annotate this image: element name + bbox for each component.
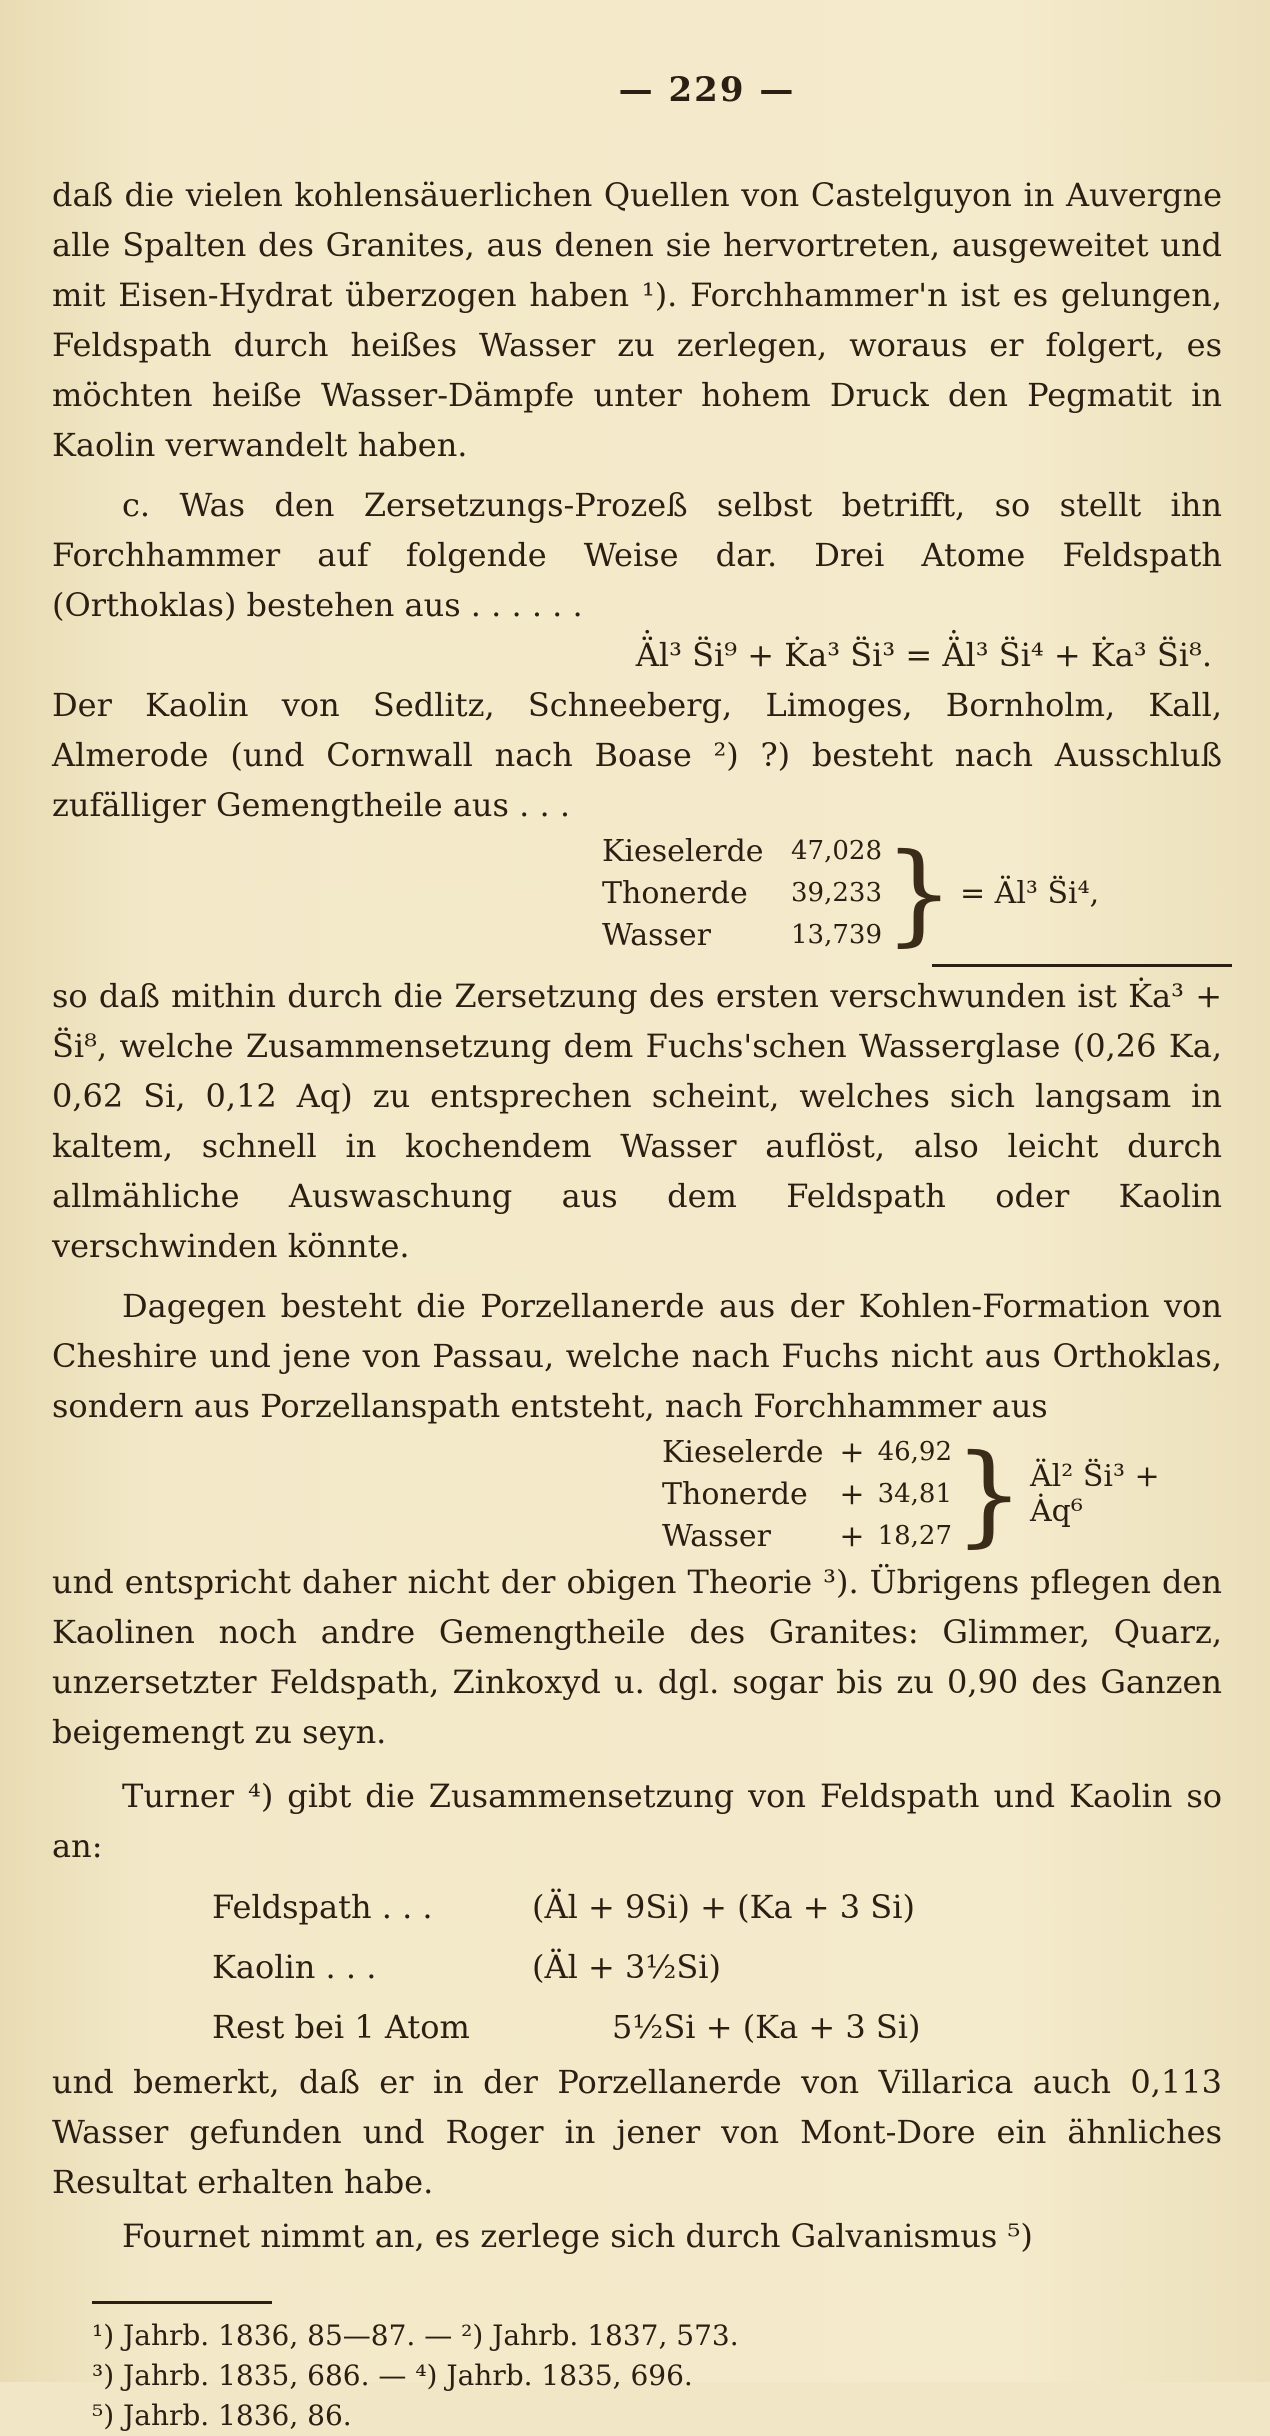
paragraph-2b: Der Kaolin von Sedlitz, Schneeberg, Limoges, Bornholm, Kall, Almerode (und Cornwall nach Boase ²) ?) besteht nach Ausschluß zufälliger Gemengtheile aus . . .: [52, 686, 1222, 824]
paragraph-8: Fournet nimmt an, es zerlege sich durch Galvanismus ⁵): [122, 2217, 1033, 2255]
component-value: 47,028: [791, 836, 882, 866]
component-value: 13,739: [791, 920, 882, 950]
paragraph-1: daß die vielen kohlensäuerlichen Quellen von Castelguyon in Auvergne alle Spalten des Granites, aus denen sie hervortreten, ausgeweitet und mit Eisen-Hydrat überzogen haben ¹). Forchhammer'n ist es gelungen, Feldspath durch heißes Wasser zu zerlegen, woraus er folgert, es möchten heiße Wasser-Dämpfe unter hohem Druck den Pegmatit in Kaolin verwandelt haben.: [52, 176, 1222, 464]
footnotes: [52, 2316, 1222, 2436]
component-value: 39,233: [791, 878, 882, 908]
footnote-line: ³) Jahrb. 1835, 686. — ⁴) Jahrb. 1835, 696.: [92, 2359, 693, 2392]
turner-row: [52, 1937, 1222, 1997]
component-name: Thonerde: [662, 1476, 808, 1512]
turner-formulas: [52, 1877, 1222, 2057]
turner-row: [52, 1997, 1222, 2057]
component-value: 18,27: [877, 1521, 952, 1551]
paragraph-4: Dagegen besteht die Porzellanerde aus der Kohlen-Formation von Cheshire und jene von Passau, welche nach Fuchs nicht aus Orthoklas, sondern aus Porzellanspath entsteht, nach Forchhammer aus: [52, 1287, 1222, 1425]
component-name: Thonerde: [602, 875, 748, 911]
component-name: Wasser: [662, 1518, 771, 1554]
turner-row: [52, 1877, 1222, 1937]
turner-label: Kaolin . . .: [212, 1948, 377, 1986]
composition-formula-2: Äl² S̈i³ + Ȧq⁶: [1030, 1459, 1160, 1529]
component-name: Wasser: [602, 917, 711, 953]
turner-formula: (Äl + 9Si) + (Ka + 3 Si): [532, 1888, 915, 1926]
footnote-line: ¹) Jahrb. 1836, 85—87. — ²) Jahrb. 1837, 573.: [92, 2319, 739, 2352]
composition-row: [662, 1473, 952, 1515]
composition-row: [602, 914, 882, 956]
separator-rule: [932, 964, 1232, 967]
turner-formula: (Äl + 3½Si): [532, 1948, 721, 1986]
footnote-line: ⁵) Jahrb. 1836, 86.: [92, 2399, 352, 2432]
footnote-rule: [92, 2301, 272, 2304]
composition-block-2: [662, 1431, 1222, 1557]
paragraph-5: und entspricht daher nicht der obigen Theorie ³). Übrigens pflegen den Kaolinen noch andre Gemengtheile des Granites: Glimmer, Quarz, unzersetzter Feldspath, Zinkoxyd u. dgl. sogar bis zu 0,90 des Ganzen beigemengt zu seyn.: [52, 1563, 1222, 1751]
brace-icon: }: [884, 829, 954, 957]
turner-label: Rest bei 1 Atom: [212, 2008, 470, 2046]
composition-table-2: [662, 1431, 952, 1557]
composition-table-1: [602, 830, 882, 956]
component-name: Kieselerde: [662, 1434, 824, 1470]
component-name: Kieselerde: [602, 833, 764, 869]
composition-row: [662, 1431, 952, 1473]
turner-formula: 5½Si + (Ka + 3 Si): [612, 2008, 921, 2046]
paragraph-3: so daß mithin durch die Zersetzung des ersten verschwunden ist K̇a³ + S̈i⁸, welche Zusammensetzung dem Fuchs'schen Wasserglase (0,26 Ka, 0,62 Si, 0,12 Aq) zu entsprechen scheint, welches sich langsam in kaltem, schnell in kochendem Wasser auflöst, also leicht durch allmähliche Auswaschung aus dem Feldspath oder Kaolin verschwinden könnte.: [52, 977, 1222, 1265]
paragraph-2a: c. Was den Zersetzungs-Prozeß selbst betrifft, so stellt ihn Forchhammer auf folgende Weise dar. Drei Atome Feldspath (Orthoklas) bestehen aus . . . . . .: [52, 486, 1222, 624]
plus-sign: +: [839, 1434, 865, 1470]
composition-row: [602, 830, 882, 872]
paragraph-2-formula: Ä̇l³ S̈i⁹ + K̇a³ S̈i³ = Ä̇l³ S̈i⁴ + K̇a³ S̈i⁸.: [635, 636, 1212, 674]
turner-label: Feldspath . . .: [212, 1888, 433, 1926]
component-value: 46,92: [877, 1437, 952, 1467]
composition-row: [662, 1515, 952, 1557]
brace-icon: }: [954, 1430, 1024, 1558]
composition-block-1: [602, 830, 1222, 956]
plus-sign: +: [839, 1518, 865, 1554]
composition-row: [602, 872, 882, 914]
paragraph-6: Turner ⁴) gibt die Zusammensetzung von Feldspath und Kaolin so an:: [52, 1777, 1222, 1865]
paragraph-7: und bemerkt, daß er in der Porzellanerde von Villarica auch 0,113 Wasser gefunden und Roger in jener von Mont-Dore ein ähnliches Resultat erhalten habe.: [52, 2063, 1222, 2201]
plus-sign: +: [839, 1476, 865, 1512]
composition-formula-1: = Äl³ S̈i⁴,: [960, 875, 1100, 911]
component-value: 34,81: [877, 1479, 952, 1509]
page-number: — 229 —: [618, 70, 796, 110]
